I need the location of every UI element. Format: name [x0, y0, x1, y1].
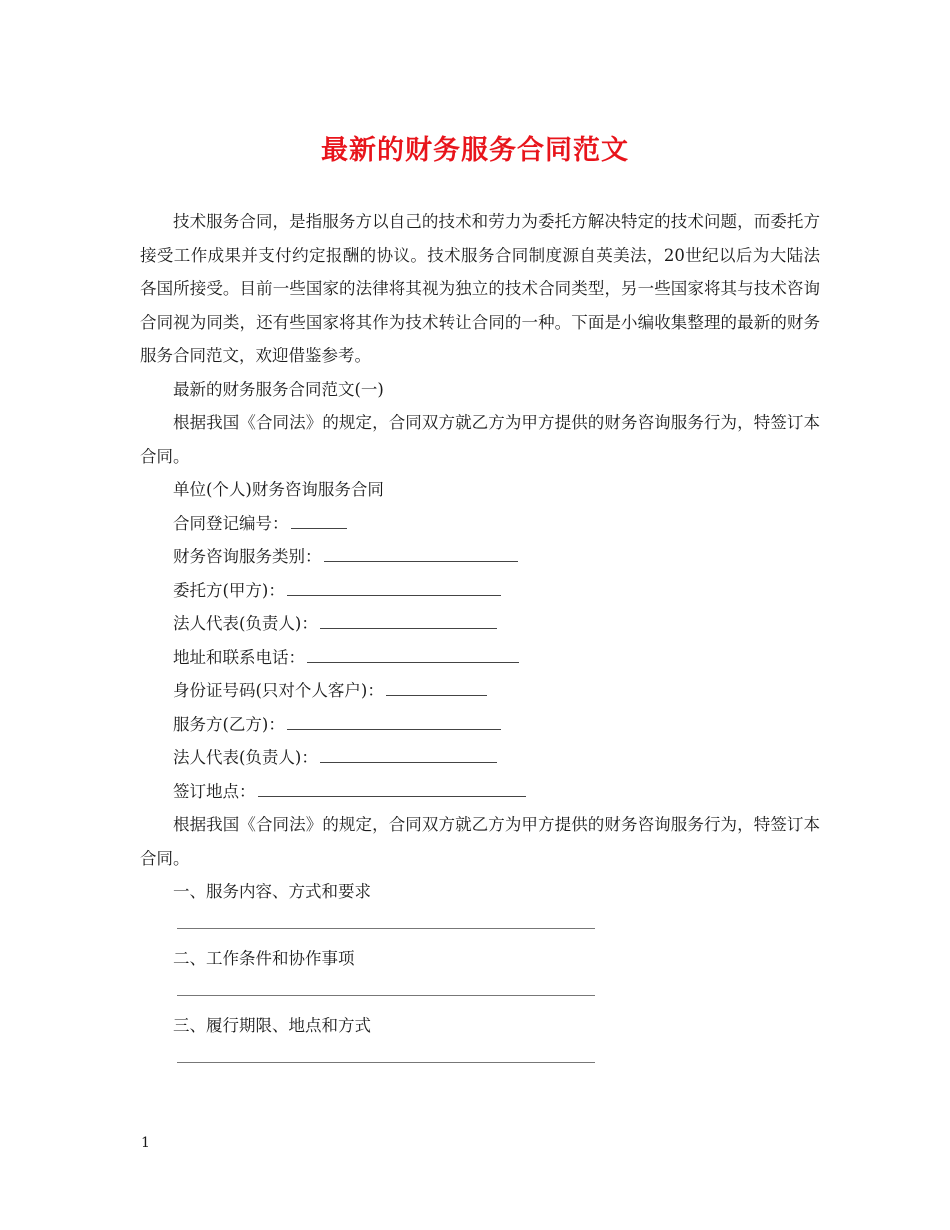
field-address-phone — [140, 641, 820, 675]
page-number: 1 — [141, 1135, 150, 1151]
rule — [177, 1062, 595, 1063]
rule — [177, 995, 595, 996]
field-label: 合同登记编号： — [173, 513, 289, 533]
field-label: 签订地点： — [173, 781, 256, 801]
field-provider — [140, 708, 820, 742]
clause-heading-2: 二、工作条件和协作事项 — [173, 949, 355, 968]
field-label: 身份证号码(只对个人客户)： — [173, 681, 384, 700]
field-provider-rep — [140, 741, 820, 775]
field-label: 法人代表(负责人)： — [173, 614, 318, 633]
field-id-number — [140, 674, 820, 708]
field-label: 财务咨询服务类别： — [173, 547, 322, 566]
blank-line — [287, 711, 501, 729]
field-label: 法人代表(负责人)： — [173, 748, 318, 767]
blank-line — [287, 577, 501, 595]
field-client-rep — [140, 607, 820, 641]
blank-line — [386, 678, 487, 696]
blank-line — [320, 611, 497, 629]
document-body — [140, 205, 820, 1076]
field-label: 地址和联系电话： — [173, 647, 305, 667]
clause-heading-3: 三、履行期限、地点和方式 — [173, 1016, 371, 1035]
clause-fill-line-1 — [140, 909, 820, 943]
field-label: 服务方(乙方)： — [173, 714, 285, 734]
blank-line — [307, 644, 519, 662]
field-client — [140, 574, 820, 608]
clause-heading-1: 一、服务内容、方式和要求 — [173, 882, 371, 901]
field-registration-no — [140, 507, 820, 541]
blank-line — [320, 745, 497, 763]
document-title: 最新的财务服务合同范文 — [321, 135, 629, 166]
contract-name: 单位(个人)财务咨询服务合同 — [173, 480, 384, 499]
preamble-paragraph-2: 根据我国《合同法》的规定，合同双方就乙方为甲方提供的财务咨询服务行为，特签订本合同。 — [140, 815, 820, 868]
field-signing-place — [140, 775, 820, 809]
clause-fill-line-3 — [140, 1043, 820, 1077]
intro-paragraph: 技术服务合同，是指服务方以自己的技术和劳力为委托方解决特定的技术问题，而委托方接受工作成果并支付约定报酬的协议。技术服务合同制度源自英美法，20世纪以后为大陆法各国所接受。目前一些国家的法律将其视为独立的技术合同类型，另一些国家将其与技术咨询合同视为同类，还有些国家将其作为技术转让合同的一种。下面是小编收集整理的最新的财务服务合同范文，欢迎借鉴参考。 — [140, 212, 820, 365]
blank-line — [324, 544, 518, 562]
blank-line — [291, 510, 347, 528]
field-service-category — [140, 540, 820, 574]
rule — [177, 928, 595, 929]
clause-fill-line-2 — [140, 976, 820, 1010]
preamble-paragraph-1: 根据我国《合同法》的规定，合同双方就乙方为甲方提供的财务咨询服务行为，特签订本合同。 — [140, 413, 820, 466]
field-label: 委托方(甲方)： — [173, 580, 285, 600]
section-heading: 最新的财务服务合同范文(一) — [173, 379, 384, 399]
blank-line — [258, 778, 526, 796]
